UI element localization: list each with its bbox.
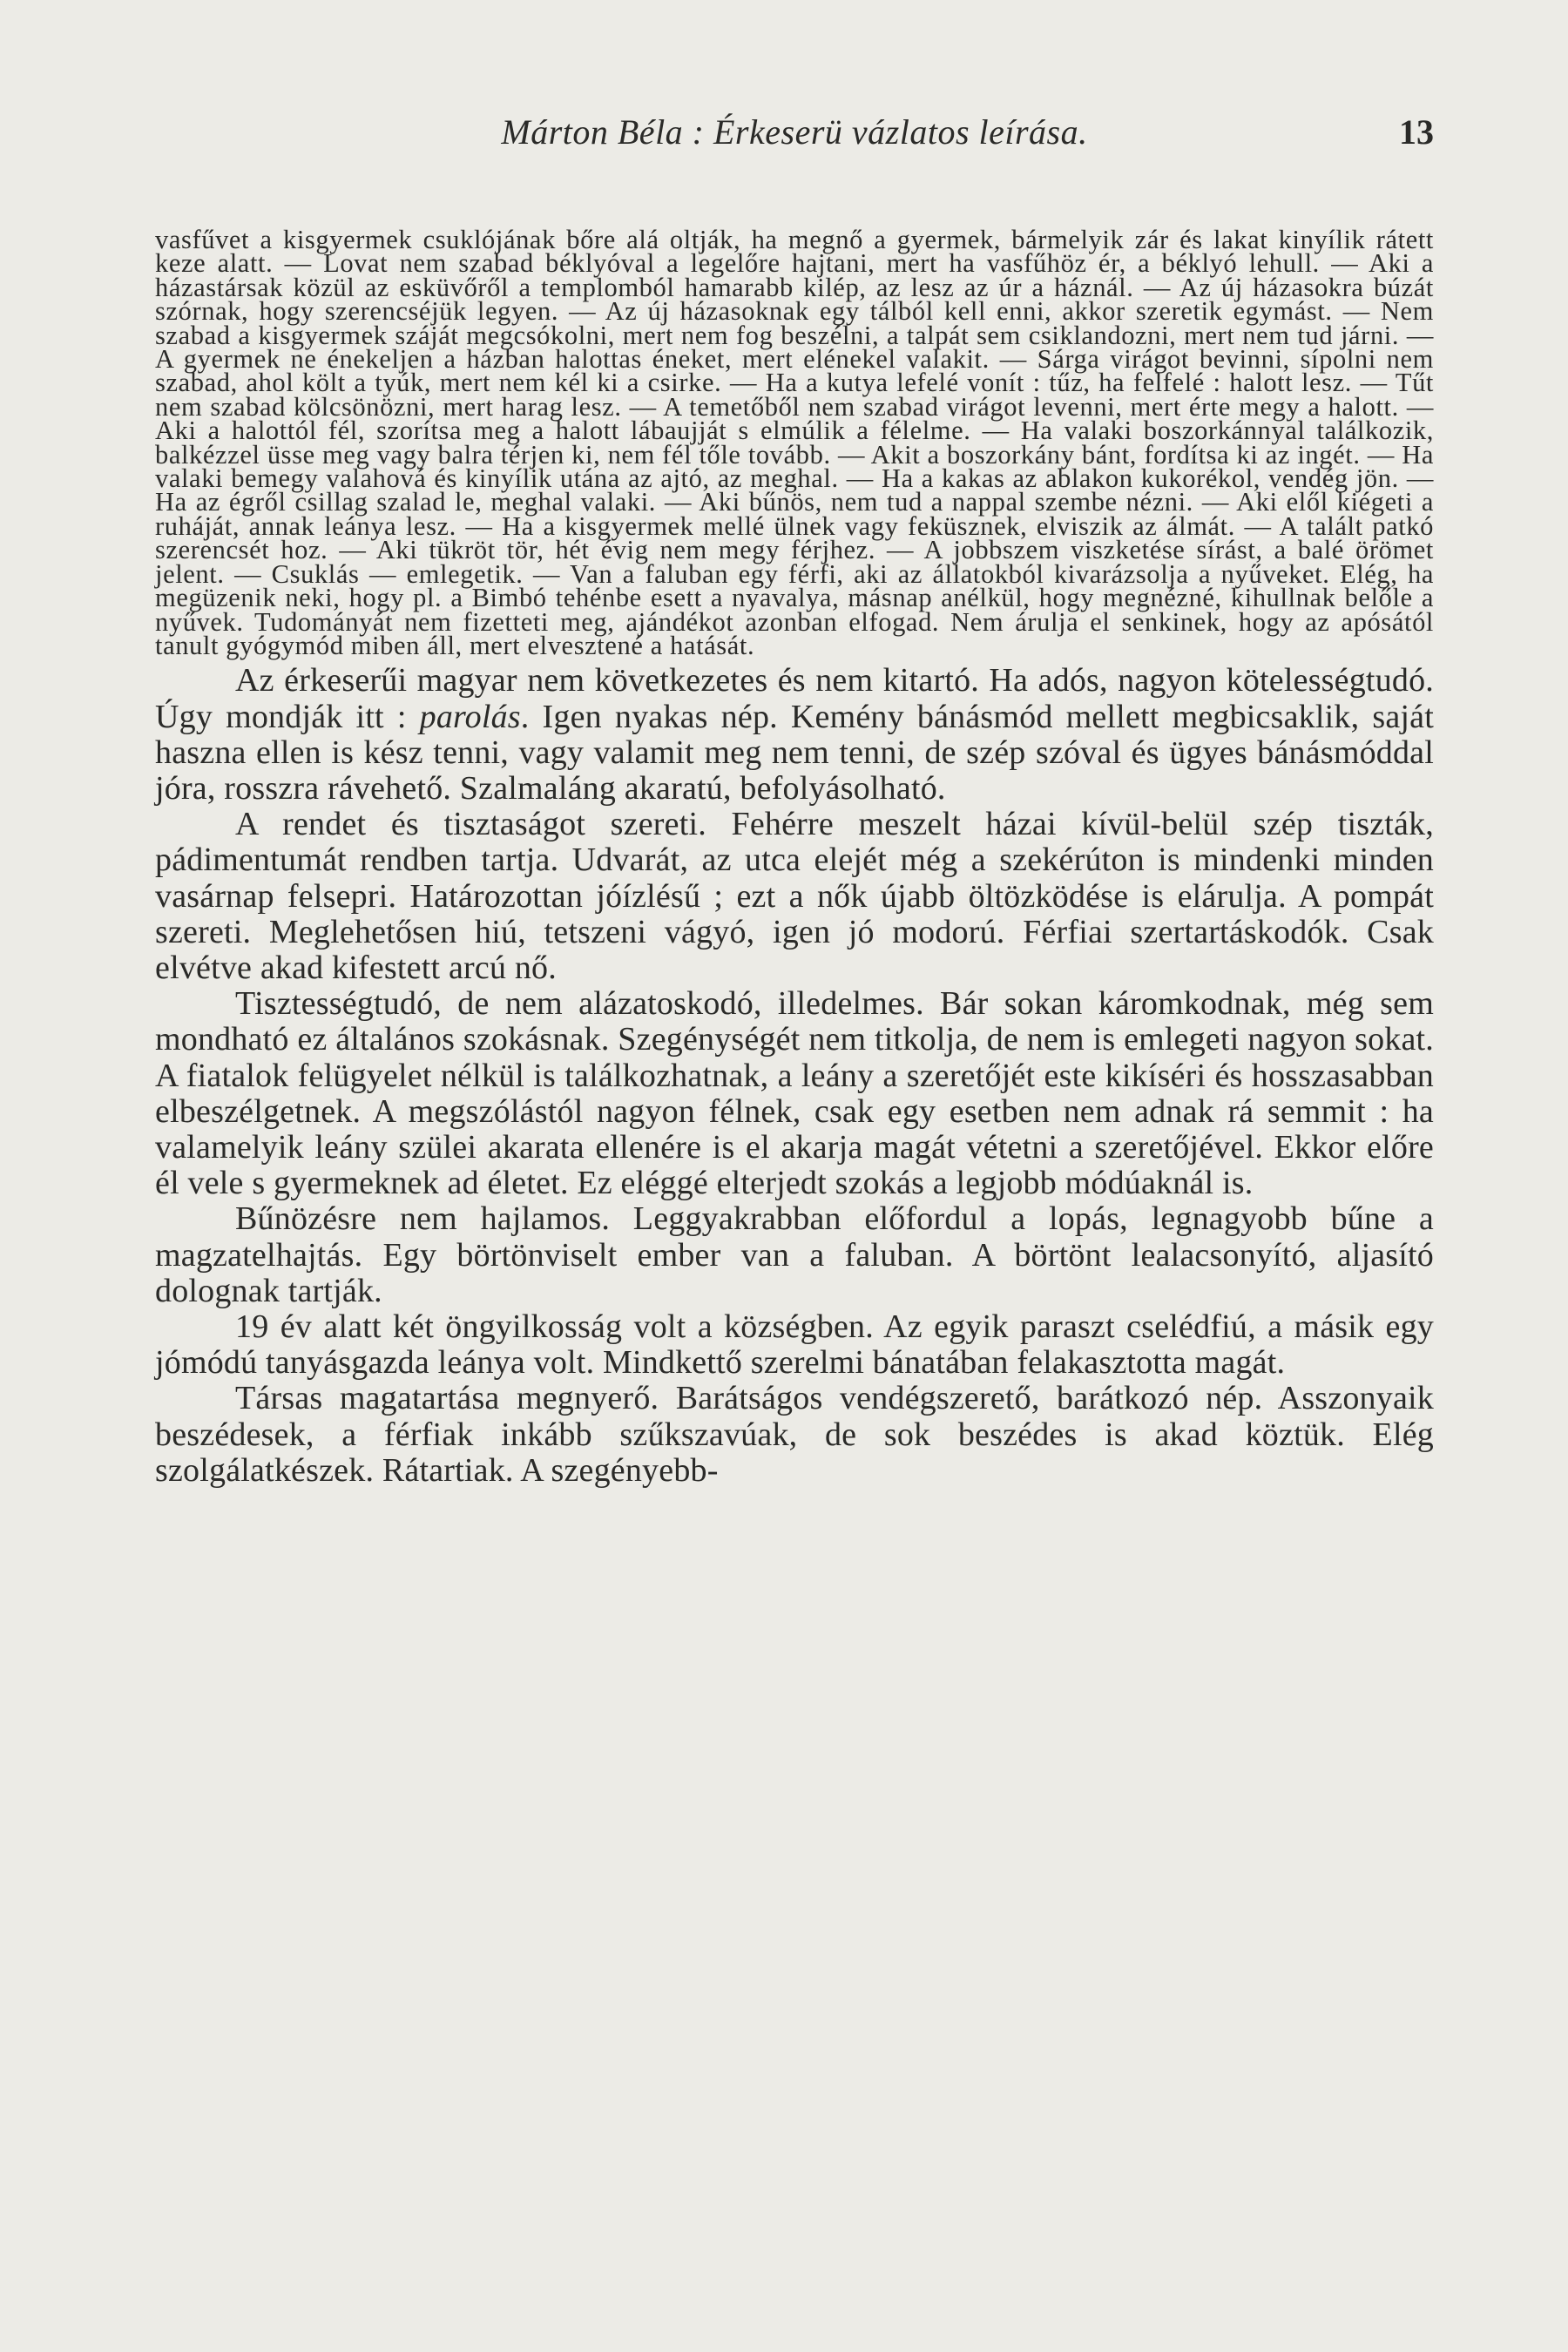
paragraph-text: . Igen nyakas nép. Kemény bánásmód mellett megbicsaklik, saját haszna ellen is kész tenni, vagy valamit meg nem tenni, de szép szóval és ügyes bánásmóddal jóra, rosszra rávehető. Szalmaláng akaratú, befolyásolható. — [155, 698, 1434, 807]
page-number: 13 — [1399, 112, 1434, 152]
paragraph-cleanliness: A rendet és tisztaságot szereti. Fehérre meszelt házai kívül-belül szép tiszták, pádimentumát rendben tartja. Udvarát, az utca elejét még a szekérúton is mindenki minden vasárnap felsepri. Határozottan jóízlésű ; ezt a nők újabb öltözködése is elárulja. A pompát szereti. Meglehetősen hiú, tetszeni vágyó, igen jó modorú. Férfiai szertartáskodók. Csak elvétve akad kifestett arcú nő. — [155, 806, 1434, 986]
body-text — [155, 225, 1434, 1489]
small-print-paragraph: vasfűvet a kisgyermek csuklójának bőre alá oltják, ha megnő a gyermek, bármelyik zár és lakat kinyílik rátett keze alatt. — Lovat nem szabad béklyóval a legelőre hajtani, mert ha vasfűhöz ér, a béklyó lehull. — Aki a házastársak közül az esküvőről a templomból hamarabb kilép, az lesz az úr a háznál. — Az új házasokra búzát szórnak, hogy szerencséjük legyen. — Az új házasoknak egy tálból kell enni, akkor szeretik egymást. — Nem szabad a kisgyermek száját megcsókolni, mert nem fog beszélni, a talpát sem csiklandozni, mert nem tud járni. — A gyermek ne énekeljen a házban halottas éneket, mert elénekel valakit. — Sárga virágot bevinni, sípolni nem szabad, ahol költ a tyúk, mert nem kél ki a csirke. — Ha a kutya lefelé vonít : tűz, ha felfelé : halott lesz. — Tűt nem szabad kölcsönözni, mert harag lesz. — A temetőből nem szabad virágot levenni, mert érte megy a halott. — Aki a halottól fél, szorítsa meg a halott lábaujját s elmúlik a félelme. — Ha valaki boszorkánnyal találkozik, balkézzel üsse meg vagy balra térjen ki, nem fél tőle tovább. — Akit a boszorkány bánt, fordítsa ki az ingét. — Ha valaki bemegy valahová és kinyílik utána az ajtó, az meghal. — Ha a kakas az ablakon kukorékol, vendég jön. — Ha az égről csillag szalad le, meghal valaki. — Aki bűnös, nem tud a nappal szembe nézni. — Aki elől kiégeti a ruháját, annak leánya lesz. — Ha a kisgyermek mellé ülnek vagy feküsznek, elviszik az álmát. — A talált patkó szerencsét hoz. — Aki tükröt tör, hét évig nem megy férjhez. — A jobbszem viszketése sírást, a balé örömet jelent. — Csuklás — emlegetik. — Van a faluban egy férfi, aki az állatokból kivarázsolja a nyűveket. Elég, ha megüzenik neki, hogy pl. a Bimbó tehénbe esett a nyavalya, másnap anélkül, hogy megnézné, kihullnak belőle a nyűvek. Tudományát nem fizetteti meg, ajándékot azonban elfogad. Nem árulja el senkinek, hogy az apósától tanult gyógymód miben áll, mert elvesztené a hatását. — [155, 225, 1434, 660]
main-paragraphs — [155, 663, 1434, 1489]
paragraph-crime: Bűnözésre nem hajlamos. Leggyakrabban előfordul a lopás, legnagyobb bűne a magzatelhajtás. Egy börtönviselt ember van a faluban. A börtönt lealacsonyító, aljasító dolognak tartják. — [155, 1200, 1434, 1309]
running-header — [155, 112, 1434, 164]
paragraph-character — [155, 663, 1434, 807]
paragraph-social: Társas magatartása megnyerő. Barátságos vendégszerető, barátkozó nép. Asszonyaik beszédesek, a férfiak inkább szűkszavúak, de sok beszédes is akad köztük. Elég szolgálatkészek. Rátartiak. A szegényebb- — [155, 1380, 1434, 1489]
header-title: Márton Béla : Érkeserü vázlatos leírása. — [501, 112, 1088, 152]
paragraph-manners: Tisztességtudó, de nem alázatoskodó, illedelmes. Bár sokan káromkodnak, még sem mondható ez általános szokásnak. Szegénységét nem titkolja, de nem is emlegeti nagyon sokat. A fiatalok felügyelet nélkül is találkozhatnak, a leány a szeretőjét este kikíséri és hosszasabban elbeszélgetnek. A megszólástól nagyon félnek, csak egy esetben nem adnak rá semmit : ha valamelyik leány szülei akarata ellenére is el akarja magát vétetni a szeretőjével. Ekkor előre él vele s gyermeknek ad életet. Ez eléggé elterjedt szokás a legjobb módúaknál is. — [155, 985, 1434, 1202]
paragraph-text: Az érkeserűi magyar nem következetes és nem kitartó. Ha adós, nagyon kötelességtudó. Úgy mondják itt : — [155, 662, 1434, 735]
italic-term: parolás — [419, 698, 521, 735]
paragraph-suicide: 19 év alatt két öngyilkosság volt a községben. Az egyik paraszt cselédfiú, a másik egy jómódú tanyásgazda leánya volt. Mindkettő szerelmi bánatában felakasztotta magát. — [155, 1308, 1434, 1382]
